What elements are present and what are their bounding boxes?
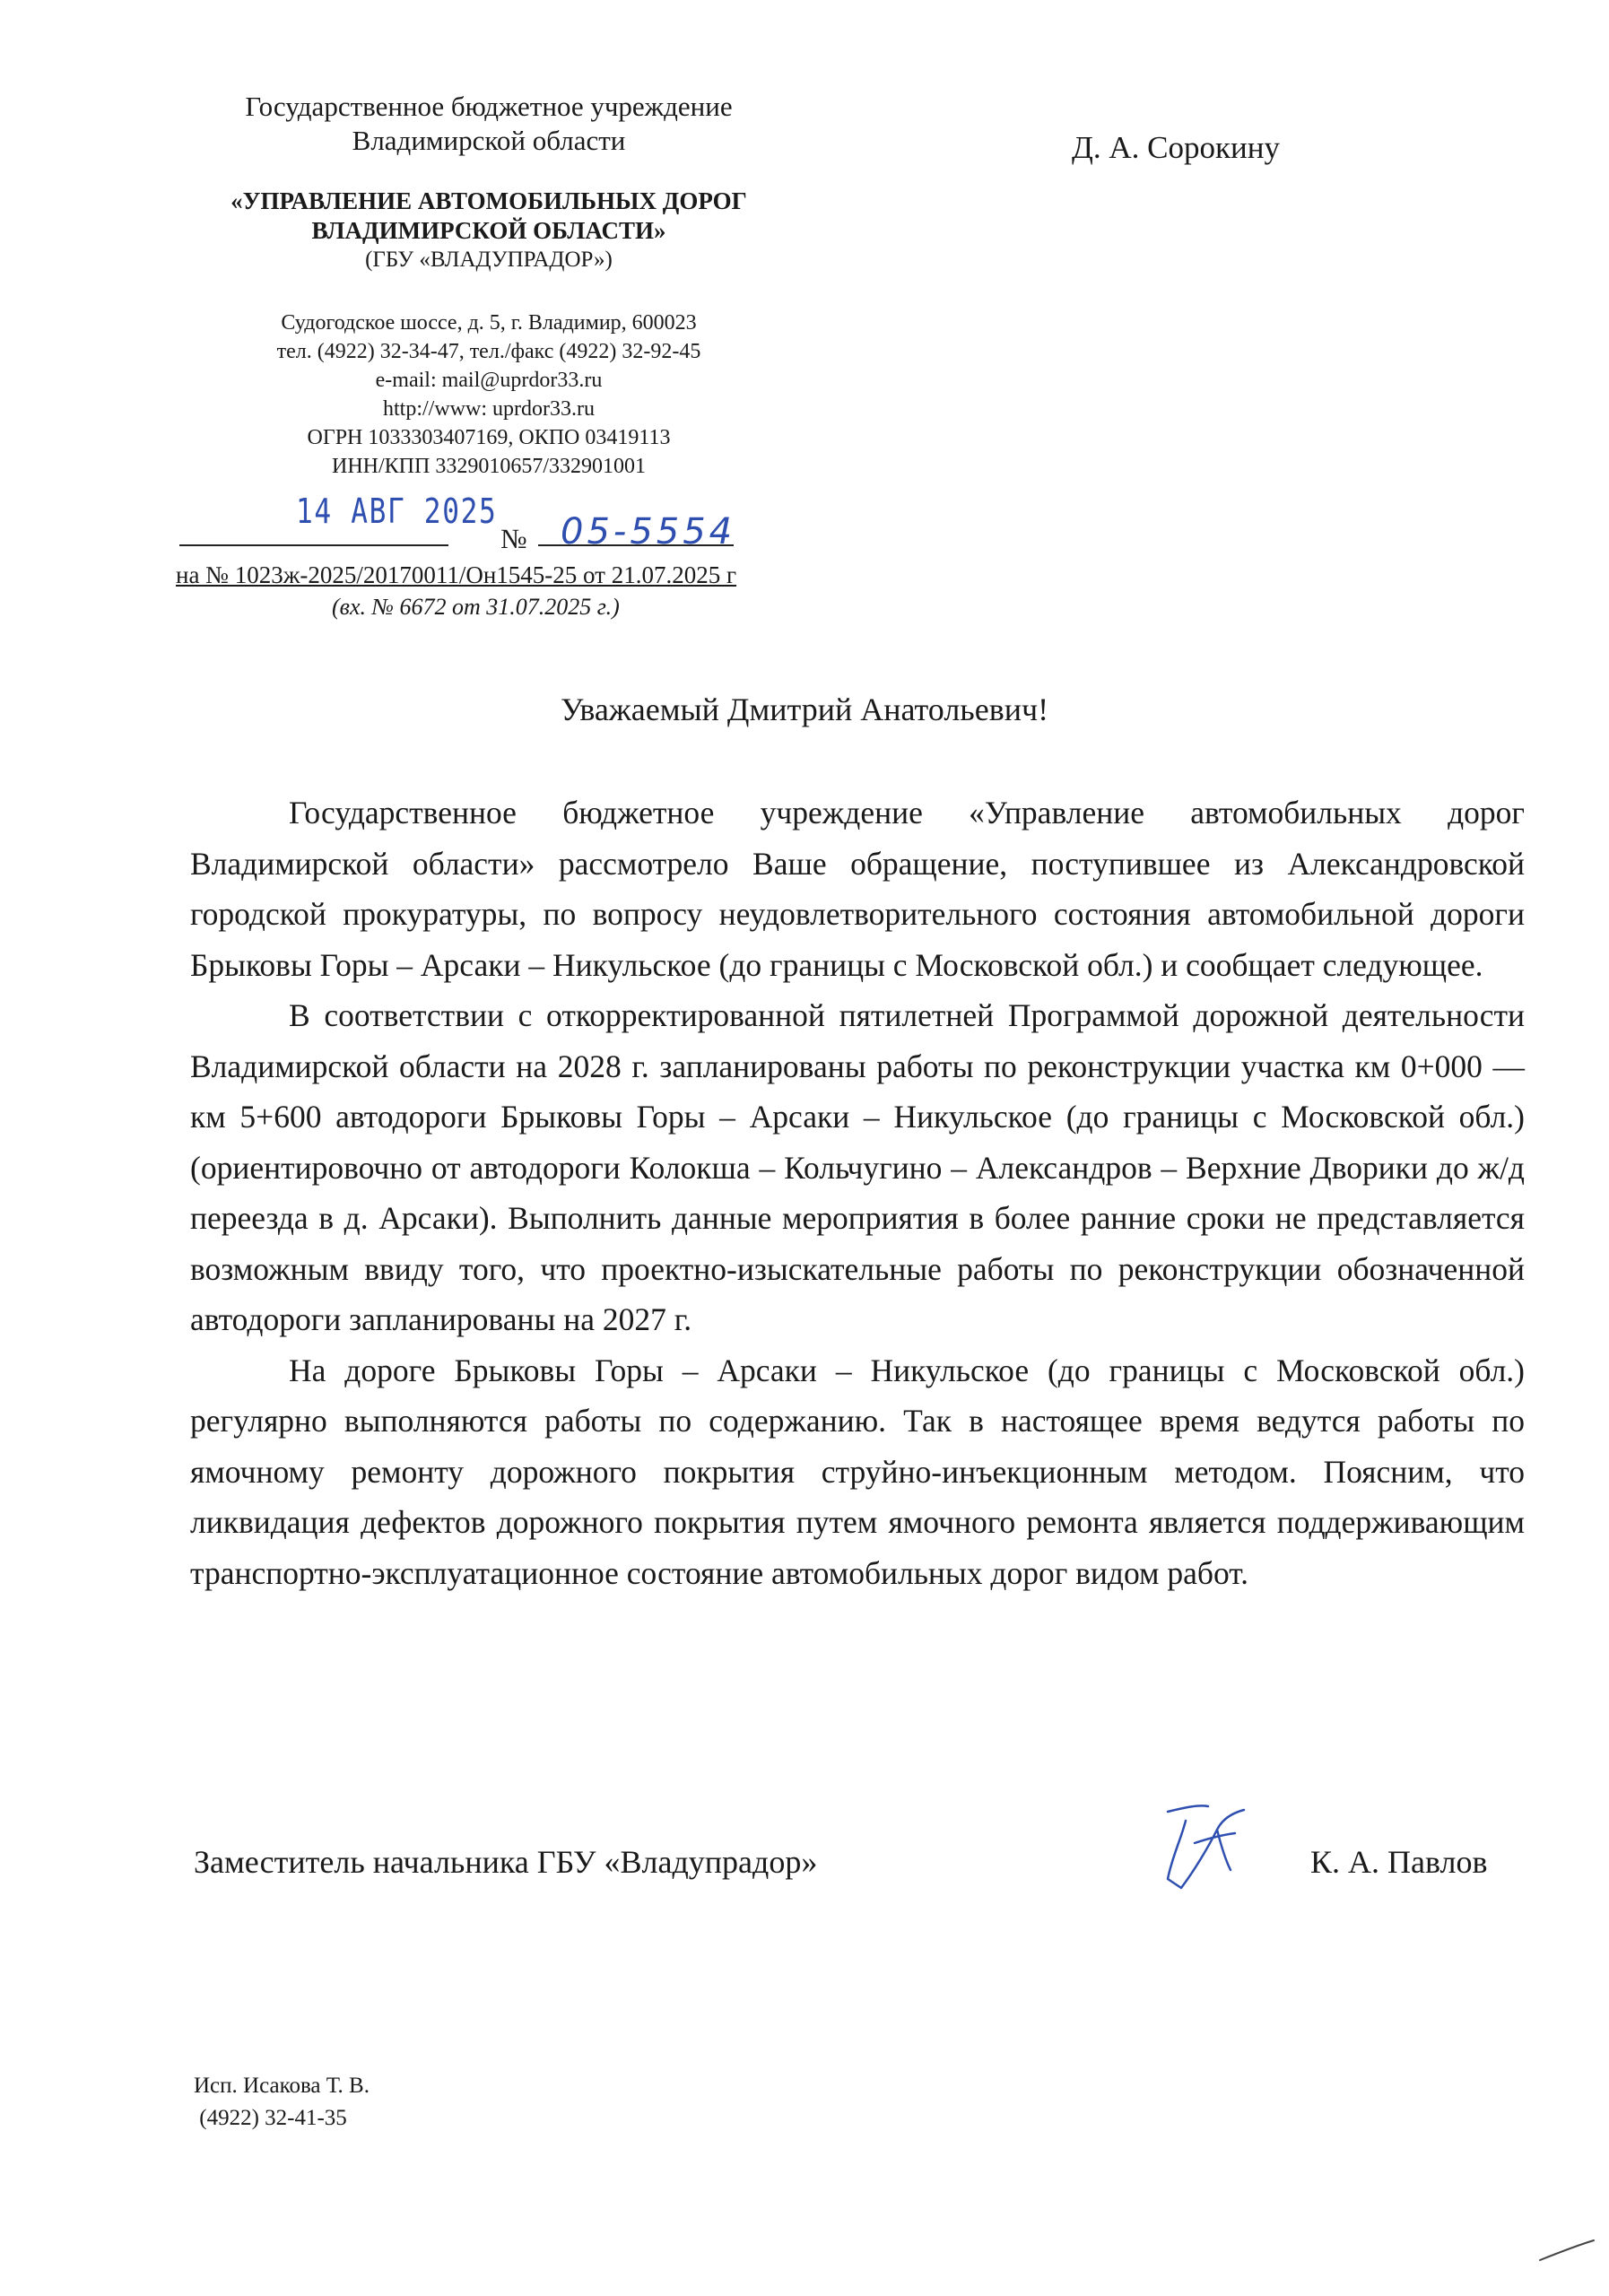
org-address: Судогодское шоссе, д. 5, г. Владимир, 600023 (281, 311, 697, 335)
letterhead (135, 90, 843, 481)
org-email: e-mail: mail@uprdor33.ru (375, 369, 603, 392)
number-symbol: № (500, 523, 527, 554)
org-phones: тел. (4922) 32-34-47, тел./факс (4922) 32-92-45 (276, 340, 701, 363)
recipient: Д. А. Сорокину (1072, 130, 1280, 165)
handwritten-signature (1132, 1794, 1275, 1892)
body-paragraph: Государственное бюджетное учреждение «Управление автомобильных дорог Владимирской области» рассмотрело Ваше обращение, поступившее из Александровской городской прокуратуры, по вопросу неудовлетворительного состояния автомобильной дороги Брыковы Горы – Арсаки – Никульское (до границы с Московской обл.) и сообщает следующее. (190, 795, 1525, 983)
number-underline (538, 544, 734, 546)
reference-line: на № 1023ж-2025/20170011/Он1545-25 от 21.07.2025 г (176, 561, 737, 588)
org-name-line-1: «УПРАВЛЕНИЕ АВТОМОБИЛЬНЫХ ДОРОГ (230, 187, 747, 214)
executor-name: Исп. Исакова Т. В. (194, 2074, 370, 2098)
org-line-1: Государственное бюджетное учреждение (245, 91, 733, 122)
date-stamp: 14 АВГ 2025 (296, 491, 498, 531)
executor-block (194, 2070, 370, 2135)
body-paragraph: В соответствии с откорректированной пятилетней Программой дорожной деятельности Владимирской области на 2028 г. запланированы работы по реконструкции участка км 0+000 — км 5+600 автодороги Брыковы Горы – Арсаки – Никульское (до границы с Московской обл.) (ориентировочно от автодороги Колокша – Кольчугино – Александров – Верхние Дворики до ж/д переезда в д. Арсаки). Выполнить данные мероприятия в более ранние сроки не представляется возможным ввиду того, что проектно-изыскательные работы по реконструкции обозначенной автодороги запланированы на 2027 г. (190, 997, 1525, 1337)
org-inn: ИНН/КПП 3329010657/332901001 (331, 455, 646, 478)
outgoing-number: 05-5554 (561, 511, 736, 552)
signatory-title: Заместитель начальника ГБУ «Владупрадор» (194, 1844, 818, 1880)
executor-phone: (4922) 32-41-35 (194, 2106, 347, 2130)
org-name-line-2: ВЛАДИМИРСКОЙ ОБЛАСТИ» (311, 217, 666, 244)
org-line-2: Владимирской области (352, 125, 626, 156)
org-website: http://www: uprdor33.ru (383, 397, 595, 421)
letter-body (190, 787, 1525, 1598)
body-paragraph: На дороге Брыковы Горы – Арсаки – Никульское (до границы с Московской обл.) регулярно выполняются работы по содержанию. Так в настоящее время ведутся работы по ямочному ремонту дорожного покрытия струйно-инъекционным методом. Поясним, что ликвидация дефектов дорожного покрытия путем ямочного ремонта является поддерживающим транспортно-эксплуатационное состояние автомобильных дорог видом работ. (190, 1352, 1525, 1591)
org-ogrn: ОГРН 1033303407169, ОКПО 03419113 (307, 426, 671, 449)
greeting: Уважаемый Дмитрий Анатольевич! (560, 691, 1049, 727)
incoming-number: (вх. № 6672 от 31.07.2025 г.) (332, 594, 620, 620)
corner-pen-mark (1535, 2231, 1598, 2267)
signatory-name: К. А. Павлов (1310, 1844, 1488, 1880)
date-underline (179, 544, 448, 546)
org-short-name: (ГБУ «ВЛАДУПРАДОР») (365, 248, 613, 272)
